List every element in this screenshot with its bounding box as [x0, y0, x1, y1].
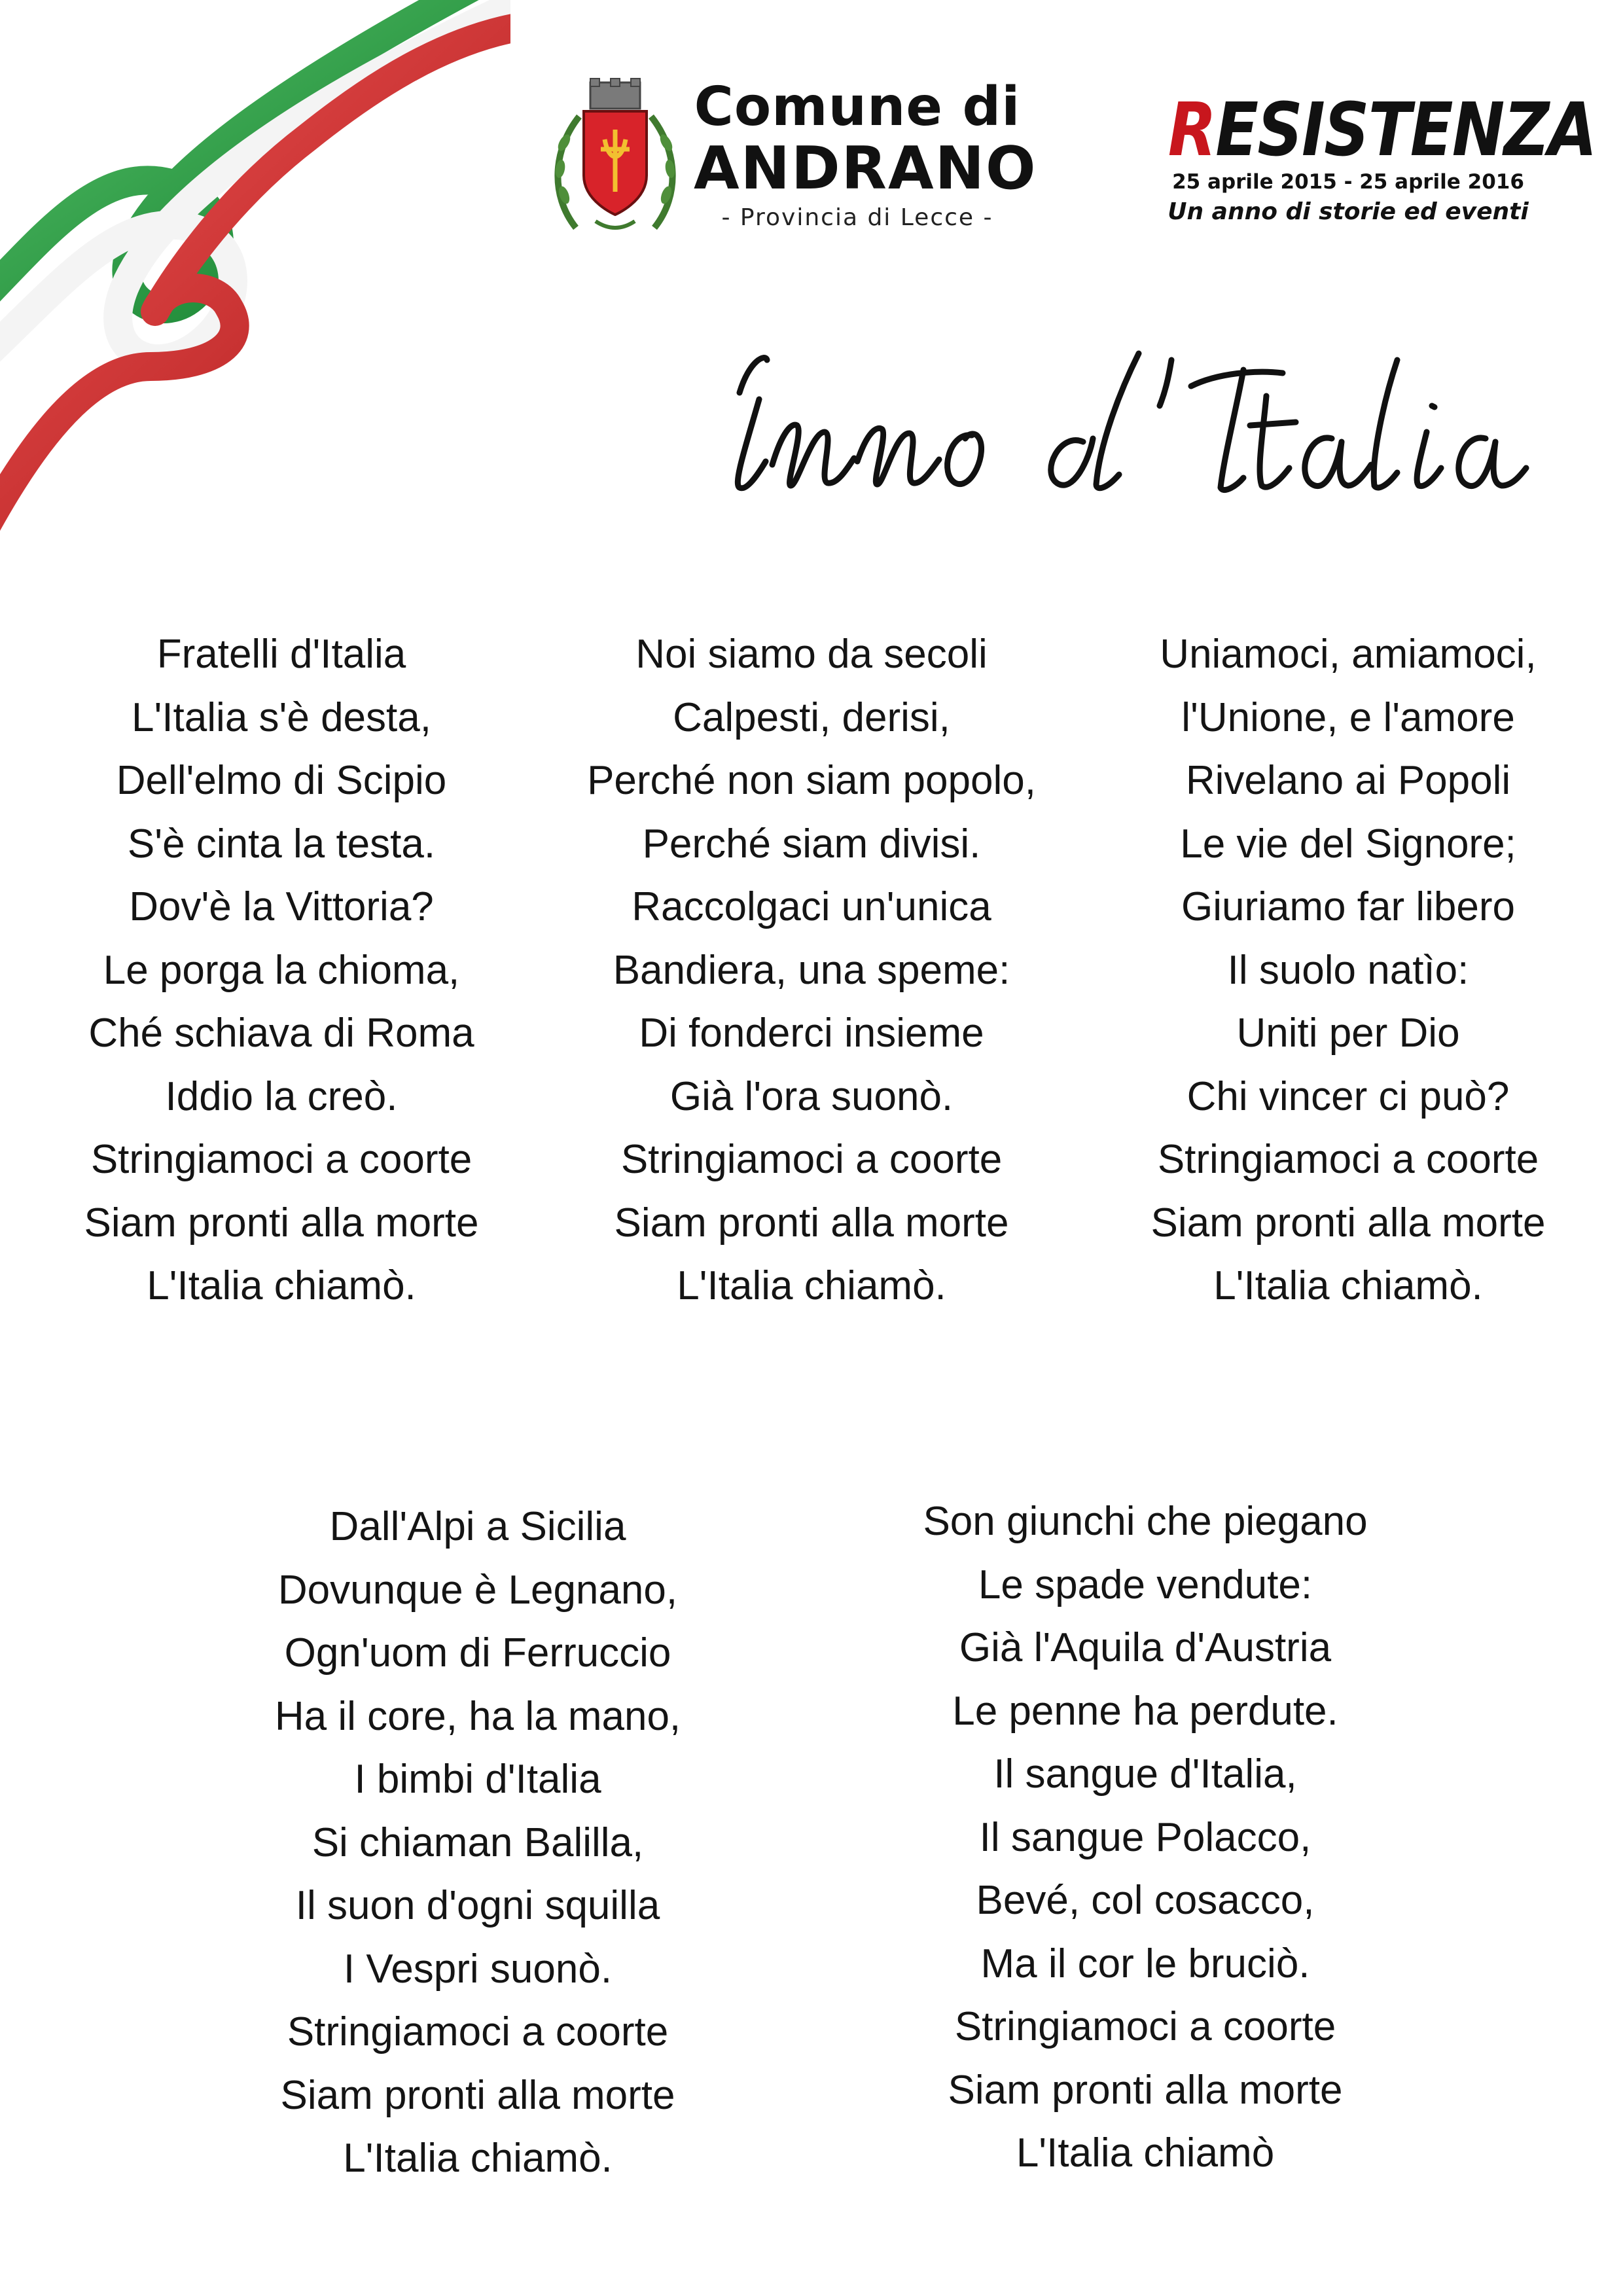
- lyric-line: Calpesti, derisi,: [673, 694, 950, 740]
- lyric-line: Stringiamoci a coorte: [954, 2004, 1336, 2049]
- lyric-line: Dov'è la Vittoria?: [129, 884, 434, 929]
- lyric-line: Dovunque è Legnano,: [277, 1567, 678, 1613]
- lyric-line: Rivelano ai Popoli: [1185, 758, 1511, 803]
- lyric-line: Bandiera, una speme:: [613, 947, 1010, 993]
- lyric-line: Si chiaman Balilla,: [312, 1820, 644, 1865]
- lyric-line: Perché siam divisi.: [642, 821, 981, 867]
- provincia-label: - Provincia di Lecce -: [721, 204, 993, 231]
- lyric-line: Siam pronti alla morte: [280, 2072, 675, 2118]
- lyric-line: Giuriamo far libero: [1181, 884, 1515, 929]
- lyric-line: Stringiamoci a coorte: [1157, 1137, 1539, 1182]
- resistenza-tagline: Un anno di storie ed eventi: [1168, 198, 1529, 225]
- resistenza-title-initial: R: [1168, 88, 1216, 173]
- lyric-line: S'è cinta la testa.: [127, 821, 436, 867]
- lyric-line: Fratelli d'Italia: [156, 632, 406, 677]
- lyric-line: Uniti per Dio: [1236, 1011, 1460, 1056]
- lyric-line: Le penne ha perdute.: [952, 1688, 1338, 1734]
- lyric-line: L'Italia chiamò: [1016, 2130, 1275, 2176]
- lyric-line: Son giunchi che piegano: [923, 1499, 1368, 1544]
- lyric-line: Bevé, col cosacco,: [976, 1878, 1315, 1923]
- lyric-line: Ma il cor le bruciò.: [980, 1941, 1310, 1986]
- lyric-line: Siam pronti alla morte: [1150, 1200, 1546, 1246]
- lyric-line: Siam pronti alla morte: [84, 1200, 479, 1246]
- lyric-line: Raccolgaci un'unica: [632, 884, 991, 929]
- lyric-line: Perché non siam popolo,: [587, 758, 1036, 803]
- inno-title-handwritten: [720, 334, 1531, 524]
- lyric-line: Ha il core, ha la mano,: [274, 1693, 681, 1739]
- lyric-line: Ché schiava di Roma: [88, 1011, 474, 1056]
- lyric-line: Ogn'uom di Ferruccio: [284, 1630, 671, 1676]
- lyric-line: Il sangue d'Italia,: [993, 1751, 1297, 1797]
- lyric-line: Stringiamoci a coorte: [287, 2009, 669, 2054]
- comune-logo-block: [550, 76, 1037, 241]
- lyric-line: L'Italia chiamò.: [343, 2136, 613, 2181]
- lyric-line: Di fonderci insieme: [639, 1011, 984, 1056]
- lyric-line: L'Italia s'è desta,: [132, 694, 431, 740]
- resistenza-logo-block: [1139, 88, 1596, 229]
- lyric-line: Le porga la chioma,: [103, 947, 460, 993]
- lyric-line: Il suon d'ogni squilla: [295, 1883, 660, 1928]
- lyric-line: Il sangue Polacco,: [979, 1814, 1311, 1860]
- resistenza-title: [1168, 88, 1596, 173]
- lyric-line: L'Italia chiamò.: [1213, 1263, 1483, 1308]
- lyric-line: Già l'ora suonò.: [669, 1073, 954, 1119]
- stanza-3: [1080, 623, 1616, 1318]
- lyric-line: Le vie del Signore;: [1180, 821, 1516, 867]
- stanza-1: [13, 623, 550, 1318]
- lyric-line: Dall'Alpi a Sicilia: [329, 1504, 626, 1549]
- stanza-4: [209, 1496, 746, 2191]
- lyric-line: Le spade vendute:: [978, 1562, 1313, 1607]
- lyric-line: Uniamoci, amiamoci,: [1160, 632, 1537, 677]
- lyric-line: L'Italia chiamò.: [147, 1263, 416, 1308]
- resistenza-dates: 25 aprile 2015 - 25 aprile 2016: [1172, 170, 1524, 194]
- lyric-line: Stringiamoci a coorte: [620, 1137, 1003, 1182]
- lyric-line: Iddio la creò.: [165, 1073, 398, 1119]
- resistenza-title-rest: ESISTENZA: [1215, 88, 1596, 173]
- lyric-line: Già l'Aquila d'Austria: [959, 1625, 1332, 1670]
- municipal-crest-icon: [550, 77, 681, 241]
- lyric-line: Stringiamoci a coorte: [90, 1137, 473, 1182]
- lyric-line: Noi siamo da secoli: [635, 632, 988, 677]
- italian-flag-ribbon: [0, 0, 510, 537]
- lyric-line: L'Italia chiamò.: [677, 1263, 946, 1308]
- comune-label: Comune di: [694, 76, 1021, 138]
- comune-name: ANDRANO: [694, 134, 1037, 203]
- lyric-line: I Vespri suonò.: [343, 1946, 613, 1992]
- lyric-line: l'Unione, e l'amore: [1181, 694, 1515, 740]
- lyric-line: Siam pronti alla morte: [614, 1200, 1009, 1246]
- stanza-2: [543, 623, 1080, 1318]
- lyric-line: Chi vincer ci può?: [1186, 1073, 1510, 1119]
- lyric-line: Il suolo natìo:: [1227, 947, 1469, 993]
- stanza-5: [877, 1490, 1414, 2185]
- lyric-line: Dell'elmo di Scipio: [116, 758, 447, 803]
- lyric-line: Siam pronti alla morte: [948, 2067, 1343, 2113]
- lyric-line: I bimbi d'Italia: [354, 1757, 601, 1802]
